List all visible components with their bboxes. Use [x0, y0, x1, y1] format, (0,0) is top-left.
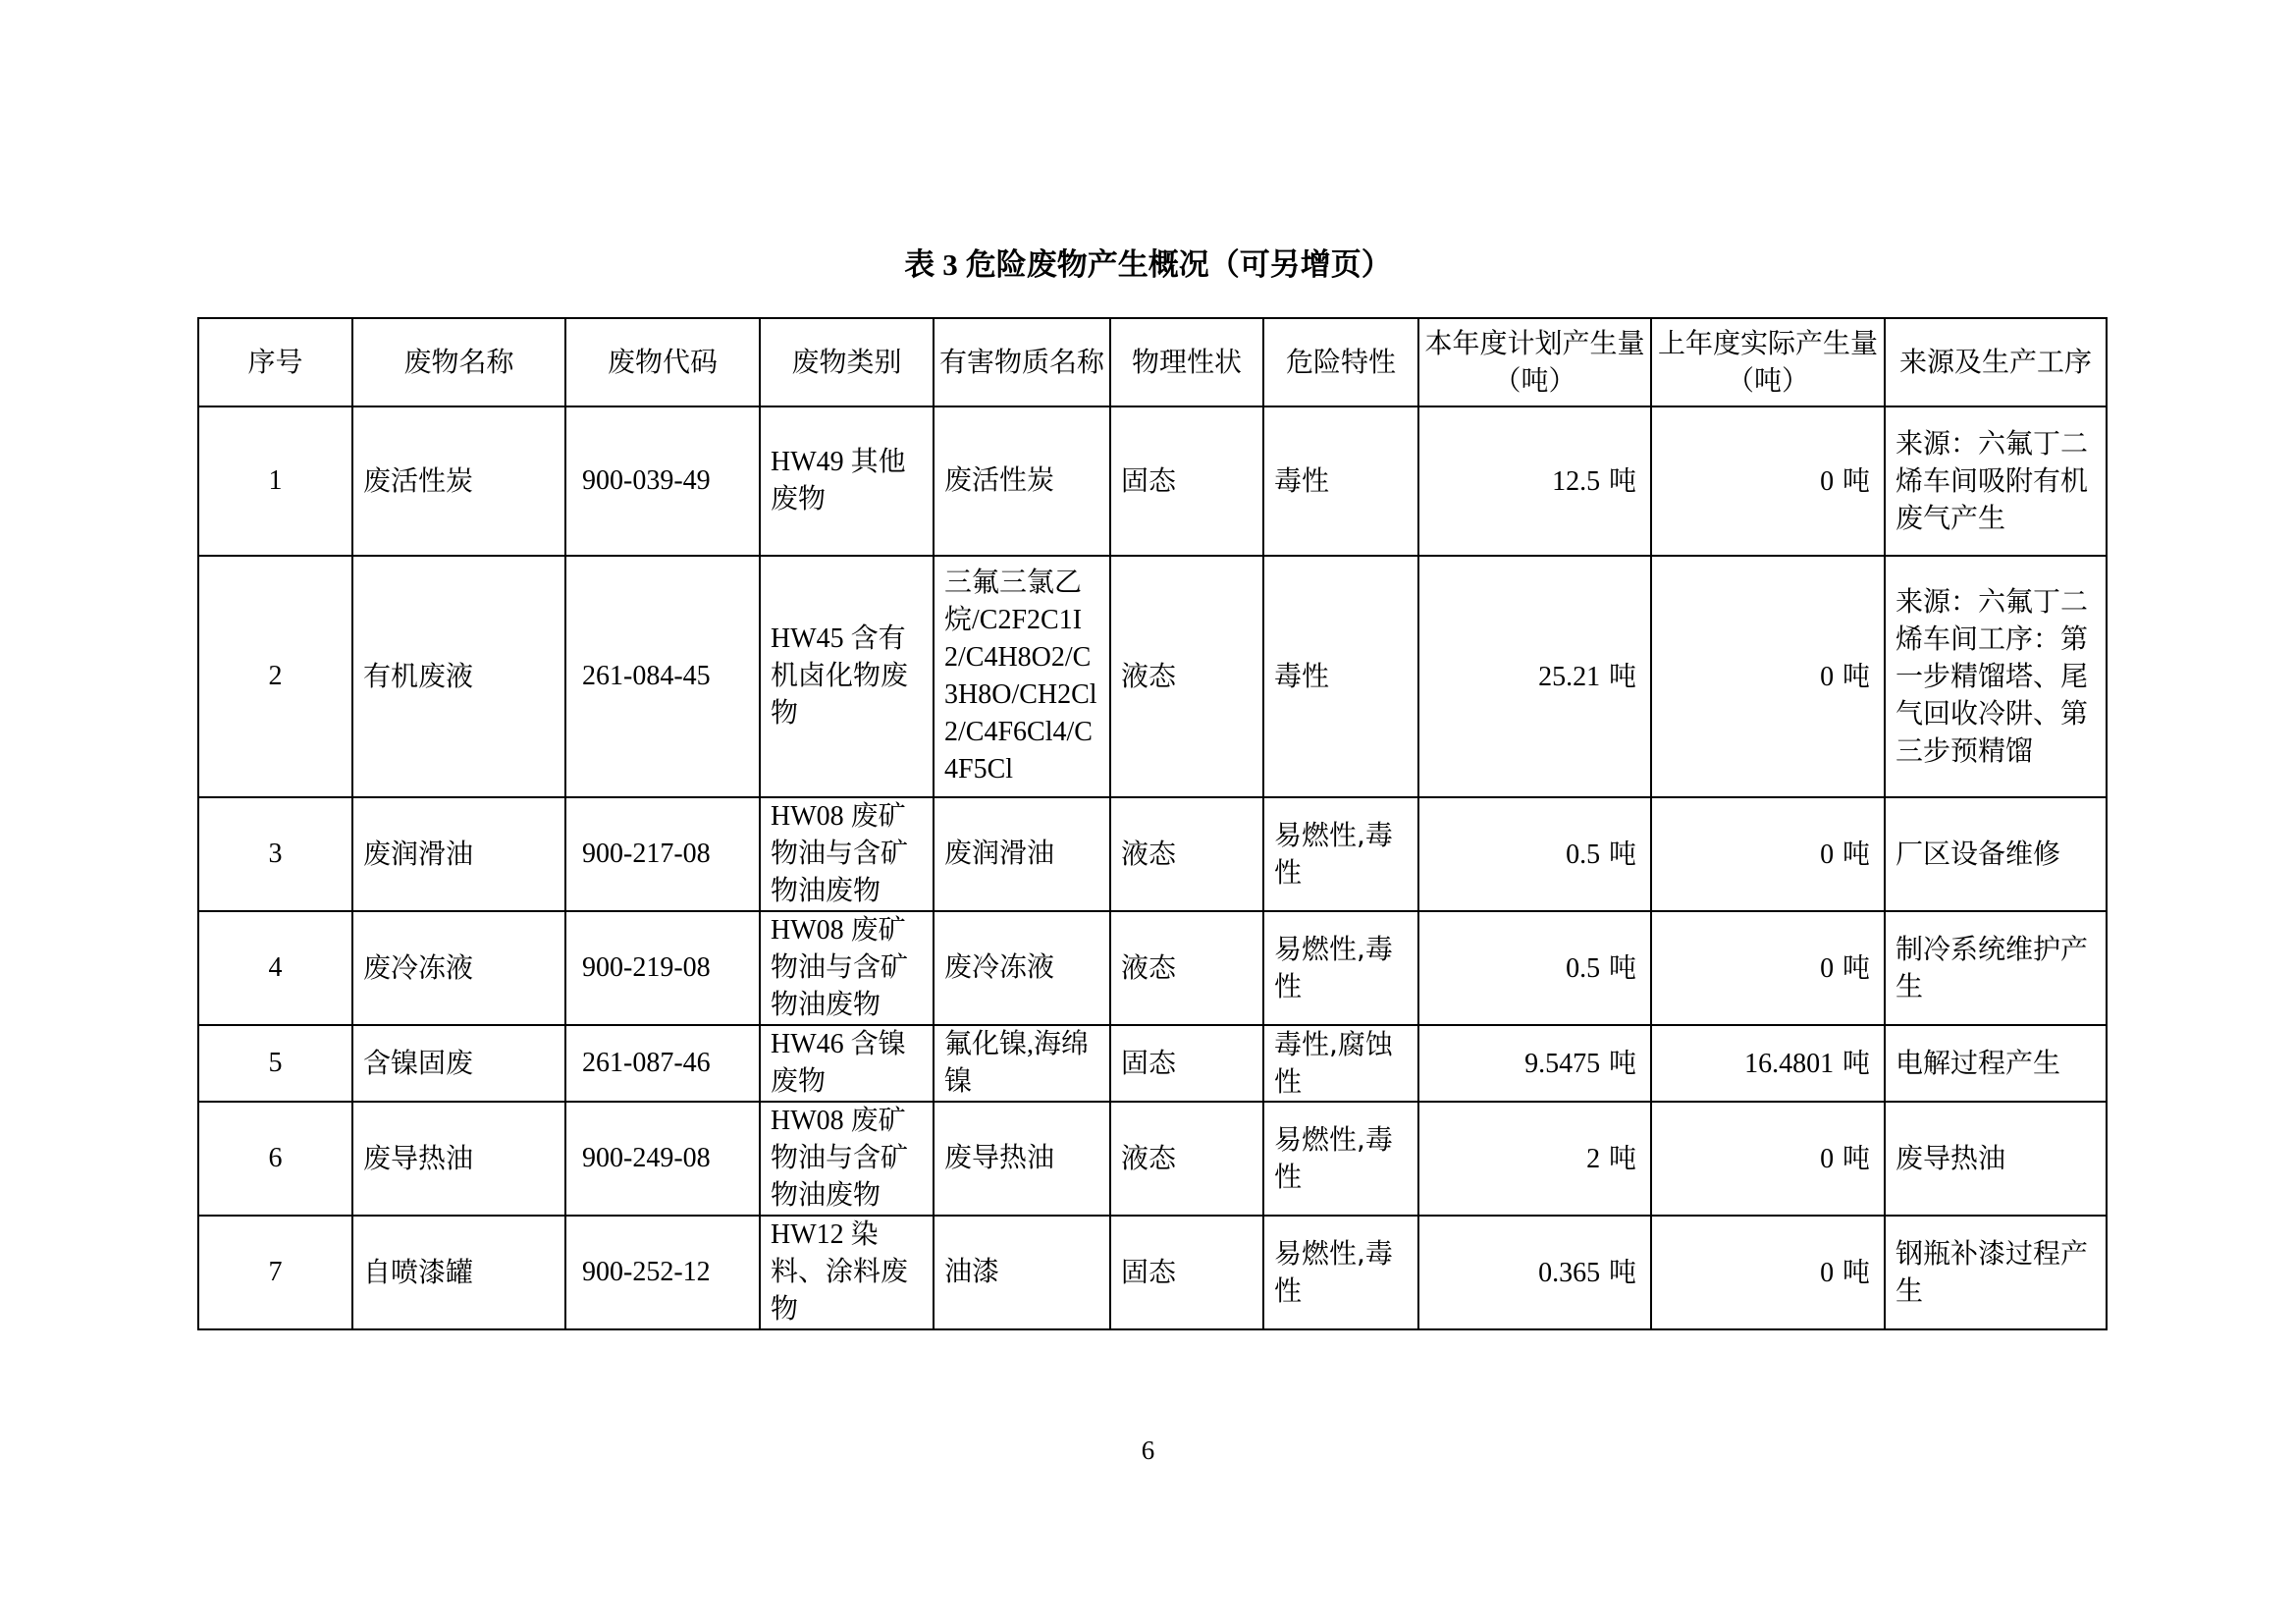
header-waste-name: 废物名称	[352, 318, 565, 406]
actual-unit: 吨	[1842, 1255, 1870, 1288]
header-actual-amount: 上年度实际产生量（吨）	[1651, 318, 1885, 406]
actual-value: 0	[1820, 839, 1835, 870]
cell-physical-state: 固态	[1110, 1025, 1263, 1102]
cell-hazard-property: 易燃性,毒性	[1263, 1102, 1418, 1216]
cell-waste-name: 废导热油	[352, 1102, 565, 1216]
cell-actual-amount	[1651, 1025, 1885, 1102]
actual-value: 16.4801	[1744, 1048, 1835, 1079]
cell-source-process: 来源：六氟丁二烯车间工序：第一步精馏塔、尾气回收冷阱、第三步预精馏	[1885, 556, 2107, 797]
page-number: 6	[1141, 1435, 1155, 1465]
cell-no: 1	[198, 406, 352, 556]
planned-unit: 吨	[1608, 1141, 1636, 1174]
actual-value: 0	[1820, 661, 1835, 692]
cell-physical-state: 液态	[1110, 1102, 1263, 1216]
cell-actual-amount	[1651, 1102, 1885, 1216]
cell-actual-amount	[1651, 406, 1885, 556]
table-row	[198, 1025, 2107, 1102]
planned-unit: 吨	[1608, 1255, 1636, 1288]
cell-source-process: 废导热油	[1885, 1102, 2107, 1216]
cell-physical-state: 固态	[1110, 1216, 1263, 1329]
cell-no: 6	[198, 1102, 352, 1216]
table-body	[198, 406, 2107, 1329]
cell-physical-state: 液态	[1110, 556, 1263, 797]
cell-actual-amount	[1651, 911, 1885, 1025]
cell-waste-code: 900-217-08	[565, 797, 760, 911]
cell-hazard-property: 毒性,腐蚀性	[1263, 1025, 1418, 1102]
hazardous-waste-table	[197, 317, 2108, 1330]
cell-waste-code: 900-219-08	[565, 911, 760, 1025]
cell-physical-state: 液态	[1110, 797, 1263, 911]
cell-waste-code: 900-039-49	[565, 406, 760, 556]
cell-source-process: 钢瓶补漆过程产生	[1885, 1216, 2107, 1329]
planned-unit: 吨	[1608, 463, 1636, 497]
actual-unit: 吨	[1842, 950, 1870, 984]
actual-value: 0	[1820, 1143, 1835, 1174]
cell-waste-code: 261-087-46	[565, 1025, 760, 1102]
planned-value: 25.21	[1538, 661, 1601, 692]
cell-hazardous-substance: 油漆	[934, 1216, 1110, 1329]
cell-planned-amount	[1418, 406, 1651, 556]
planned-value: 0.365	[1538, 1257, 1601, 1288]
cell-planned-amount	[1418, 797, 1651, 911]
actual-unit: 吨	[1842, 1141, 1870, 1174]
cell-hazard-property: 易燃性,毒性	[1263, 797, 1418, 911]
page-title	[0, 244, 2296, 287]
planned-unit: 吨	[1608, 659, 1636, 692]
cell-actual-amount	[1651, 556, 1885, 797]
header-waste-code: 废物代码	[565, 318, 760, 406]
cell-no: 3	[198, 797, 352, 911]
cell-hazard-property: 易燃性,毒性	[1263, 1216, 1418, 1329]
cell-waste-name: 废润滑油	[352, 797, 565, 911]
cell-waste-code: 261-084-45	[565, 556, 760, 797]
planned-value: 2	[1586, 1143, 1601, 1174]
header-hazard-property: 危险特性	[1263, 318, 1418, 406]
actual-value: 0	[1820, 1257, 1835, 1288]
cell-waste-code: 900-252-12	[565, 1216, 760, 1329]
planned-value: 12.5	[1552, 465, 1601, 497]
header-source-process: 来源及生产工序	[1885, 318, 2107, 406]
table-row	[198, 1102, 2107, 1216]
cell-waste-category: HW46 含镍废物	[760, 1025, 934, 1102]
cell-waste-category: HW08 废矿物油与含矿物油废物	[760, 911, 934, 1025]
cell-waste-name: 含镍固废	[352, 1025, 565, 1102]
cell-hazard-property: 毒性	[1263, 406, 1418, 556]
cell-hazardous-substance: 废冷冻液	[934, 911, 1110, 1025]
cell-no: 4	[198, 911, 352, 1025]
cell-hazard-property: 毒性	[1263, 556, 1418, 797]
cell-actual-amount	[1651, 797, 1885, 911]
cell-hazard-property: 易燃性,毒性	[1263, 911, 1418, 1025]
cell-hazardous-substance: 废活性炭	[934, 406, 1110, 556]
cell-waste-category: HW49 其他废物	[760, 406, 934, 556]
actual-unit: 吨	[1842, 463, 1870, 497]
cell-waste-category: HW08 废矿物油与含矿物油废物	[760, 1102, 934, 1216]
cell-no: 7	[198, 1216, 352, 1329]
actual-value: 0	[1820, 952, 1835, 984]
planned-unit: 吨	[1608, 950, 1636, 984]
cell-waste-category: HW08 废矿物油与含矿物油废物	[760, 797, 934, 911]
cell-planned-amount	[1418, 1216, 1651, 1329]
cell-waste-name: 废冷冻液	[352, 911, 565, 1025]
title-prefix: 表	[904, 247, 935, 283]
cell-planned-amount	[1418, 556, 1651, 797]
cell-no: 5	[198, 1025, 352, 1102]
table-row	[198, 406, 2107, 556]
cell-waste-category: HW12 染料、涂料废物	[760, 1216, 934, 1329]
cell-waste-category: HW45 含有机卤化物废物	[760, 556, 934, 797]
cell-waste-code: 900-249-08	[565, 1102, 760, 1216]
table-row	[198, 797, 2107, 911]
cell-source-process: 来源：六氟丁二烯车间吸附有机废气产生	[1885, 406, 2107, 556]
header-physical-state: 物理性状	[1110, 318, 1263, 406]
cell-hazardous-substance: 三氟三氯乙烷/C2F2C1I2/C4H8O2/C3H8O/CH2Cl2/C4F6Cl4/C4F5Cl	[934, 556, 1110, 797]
table-row	[198, 1216, 2107, 1329]
table-row	[198, 556, 2107, 797]
cell-hazardous-substance: 废导热油	[934, 1102, 1110, 1216]
planned-unit: 吨	[1608, 1046, 1636, 1079]
header-row	[198, 318, 2107, 406]
cell-source-process: 厂区设备维修	[1885, 797, 2107, 911]
cell-physical-state: 液态	[1110, 911, 1263, 1025]
cell-waste-name: 废活性炭	[352, 406, 565, 556]
cell-no: 2	[198, 556, 352, 797]
cell-hazardous-substance: 废润滑油	[934, 797, 1110, 911]
header-waste-category: 废物类别	[760, 318, 934, 406]
cell-planned-amount	[1418, 1102, 1651, 1216]
cell-waste-name: 有机废液	[352, 556, 565, 797]
header-planned-amount: 本年度计划产生量（吨）	[1418, 318, 1651, 406]
actual-unit: 吨	[1842, 659, 1870, 692]
actual-unit: 吨	[1842, 837, 1870, 870]
cell-actual-amount	[1651, 1216, 1885, 1329]
planned-value: 0.5	[1566, 839, 1601, 870]
cell-planned-amount	[1418, 1025, 1651, 1102]
cell-waste-name: 自喷漆罐	[352, 1216, 565, 1329]
title-number: 3	[942, 247, 958, 282]
header-hazardous-substance: 有害物质名称	[934, 318, 1110, 406]
cell-hazardous-substance: 氟化镍,海绵镍	[934, 1025, 1110, 1102]
cell-planned-amount	[1418, 911, 1651, 1025]
cell-source-process: 电解过程产生	[1885, 1025, 2107, 1102]
title-text: 危险废物产生概况（可另增页）	[965, 247, 1392, 283]
header-no: 序号	[198, 318, 352, 406]
actual-unit: 吨	[1842, 1046, 1870, 1079]
planned-value: 9.5475	[1524, 1048, 1601, 1079]
table-row	[198, 911, 2107, 1025]
cell-physical-state: 固态	[1110, 406, 1263, 556]
planned-unit: 吨	[1608, 837, 1636, 870]
actual-value: 0	[1820, 465, 1835, 497]
planned-value: 0.5	[1566, 952, 1601, 984]
cell-source-process: 制冷系统维护产生	[1885, 911, 2107, 1025]
